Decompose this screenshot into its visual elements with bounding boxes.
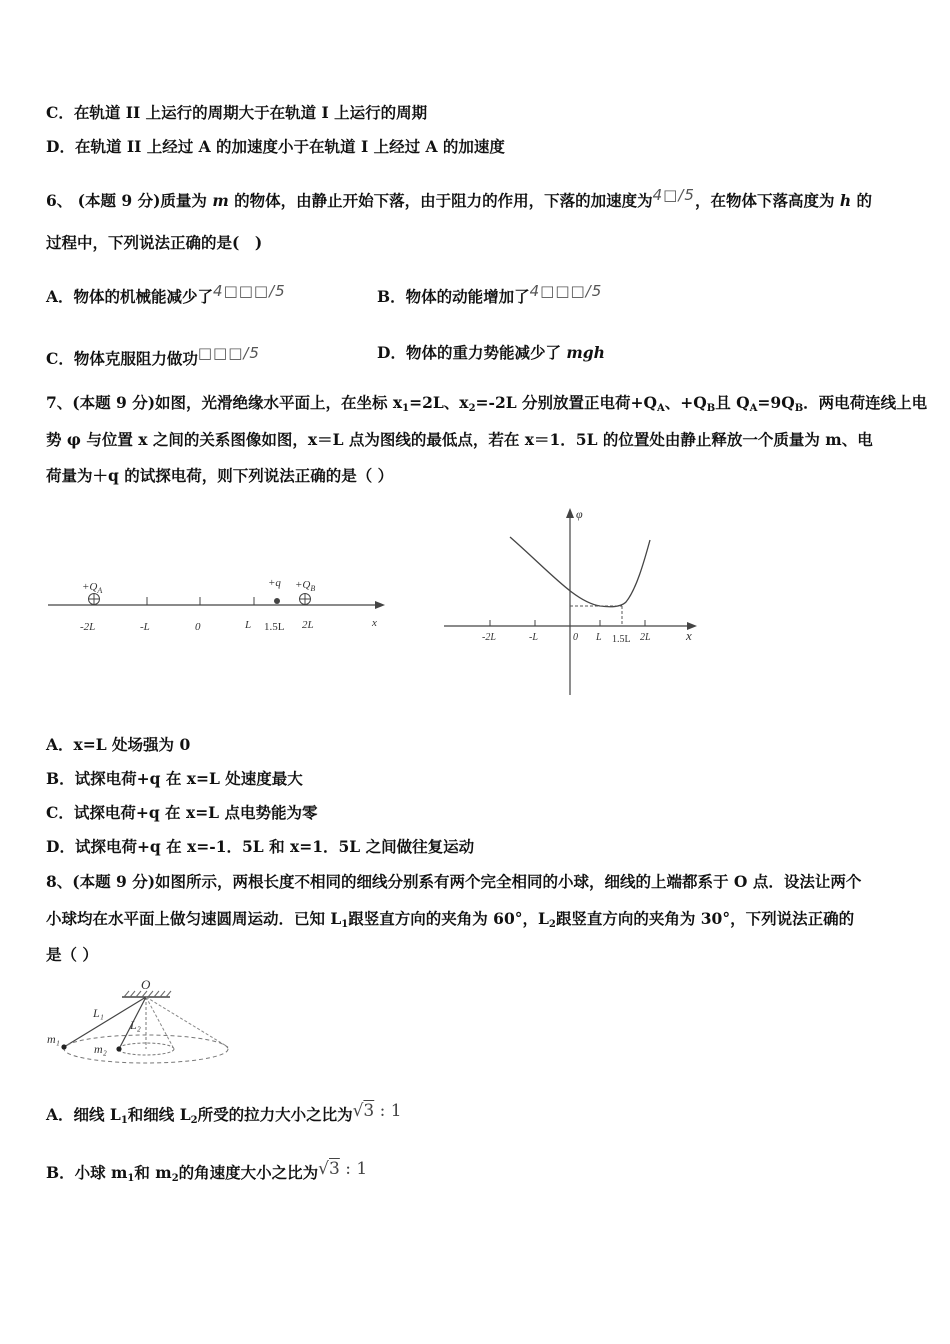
q8-conical-pendulum-figure [44,977,236,1071]
q5-option-c: C．在轨道 II 上运行的周期大于在轨道 I 上运行的周期 [46,103,428,122]
label-phi: φ [576,507,583,521]
axis-arrow [375,601,385,609]
q7-option-c: C．试探电荷+q 在 x=L 点电势能为零 [46,803,318,822]
label-l: L [596,632,602,643]
label-l: L [245,619,252,631]
label-o: O [141,977,151,992]
label-neg-2l: -2L [80,621,96,633]
y-axis-arrow [566,508,574,518]
q7-stem-line3: 荷量为＋q 的试探电荷，则下列说法正确的是（ ） [46,466,394,485]
q6-acc-expr: 4□/5 [652,186,695,204]
q8-option-a: A．细线 $L_1$和细线 $L_2$所受的拉力大小之比为√3 : 1 [46,1101,402,1126]
q6-option-c: C．物体克服阻力做功□□□/5 [46,344,260,368]
cone-l2-right [146,997,174,1049]
label-zero: 0 [195,621,201,633]
label-1-5l: 1.5L [264,621,285,633]
q6-stem: 6、 (本题 9 分)质量为 m 的物体，由静止开始下落，由于阻力的作用，下落的加速度为4□/5，在物体下落高度为 h 的 [46,186,873,210]
sqrt-expr: √3 : 1 [318,1159,368,1179]
label-neg-l: -L [140,621,150,633]
label-neg-l: -L [529,632,538,643]
q6-option-d: D．物体的重力势能减少了 mgh [377,343,605,362]
label-x: x [372,617,377,629]
ball-m2 [116,1046,121,1051]
cone-l1-right [146,997,228,1047]
ball-m1 [61,1044,66,1049]
q6-option-a: A．物体的机械能减少了4□□□/5 [46,282,286,306]
q8-stem-line3: 是（ ） [46,945,98,964]
potential-curve [510,537,650,607]
label-qb: $+Q_B$ [295,579,316,593]
label-l1: L₁ [93,1006,104,1020]
label-zero: 0 [573,632,578,643]
label-2l: 2L [640,632,651,643]
label-2l: 2L [302,619,314,631]
q7-stem-line2: 势 φ 与位置 x 之间的关系图像如图，x＝L 点为图线的最低点，若在 x＝1．5L 的位置处由静止释放一个质量为 m、电 [46,430,873,449]
q7-option-a: A．x=L 处场强为 0 [46,735,191,754]
q7-potential-graph [440,502,705,700]
q8-option-b: B．小球 $m_1$和 $m_2$的角速度大小之比为√3 : 1 [46,1159,368,1184]
label-l2: L₂ [130,1018,141,1032]
q6-stem-line2: 过程中，下列说法正确的是( ) [46,233,263,252]
q7-option-b: B．试探电荷+q 在 x=L 处速度最大 [46,769,303,788]
test-charge-dot [274,598,280,604]
q7-stem-line1: 7、(本题 9 分)如图，光滑绝缘水平面上，在坐标 $x_1=2L$、$x_2=-2L$ 分别放置正电荷$+Q_A$、$+Q_B$且 $Q_A=9Q_B$．两电荷连线上电 [46,393,928,414]
label-qa: $+Q_A$ [82,581,103,595]
label-x: x [686,628,692,643]
q6-option-b: B．物体的动能增加了4□□□/5 [377,282,603,306]
q7-charge-axis-figure [40,570,400,640]
q5-option-d: D．在轨道 II 上经过 A 的加速度小于在轨道 I 上经过 A 的加速度 [46,137,505,156]
q8-stem-line2: 小球均在水平面上做匀速圆周运动．已知 $L_1$跟竖直方向的夹角为 60°，$L_2$跟竖直方向的夹角为 30°，下列说法正确的 [46,909,855,930]
q8-stem-line1: 8、(本题 9 分)如图所示，两根长度不相同的细线分别系有两个完全相同的小球，细线的上端都系于 O 点．设法让两个 [46,872,862,891]
label-m2: m₂ [94,1042,107,1056]
label-1-5l: 1.5L [612,634,631,645]
label-neg-2l: -2L [482,632,496,643]
q7-option-d: D．试探电荷+q 在 x=-1．5L 和 x=1．5L 之间做往复运动 [46,837,475,856]
label-m1: m₁ [47,1032,60,1046]
label-q: +q [268,577,281,589]
sqrt-expr: √3 : 1 [352,1101,402,1121]
